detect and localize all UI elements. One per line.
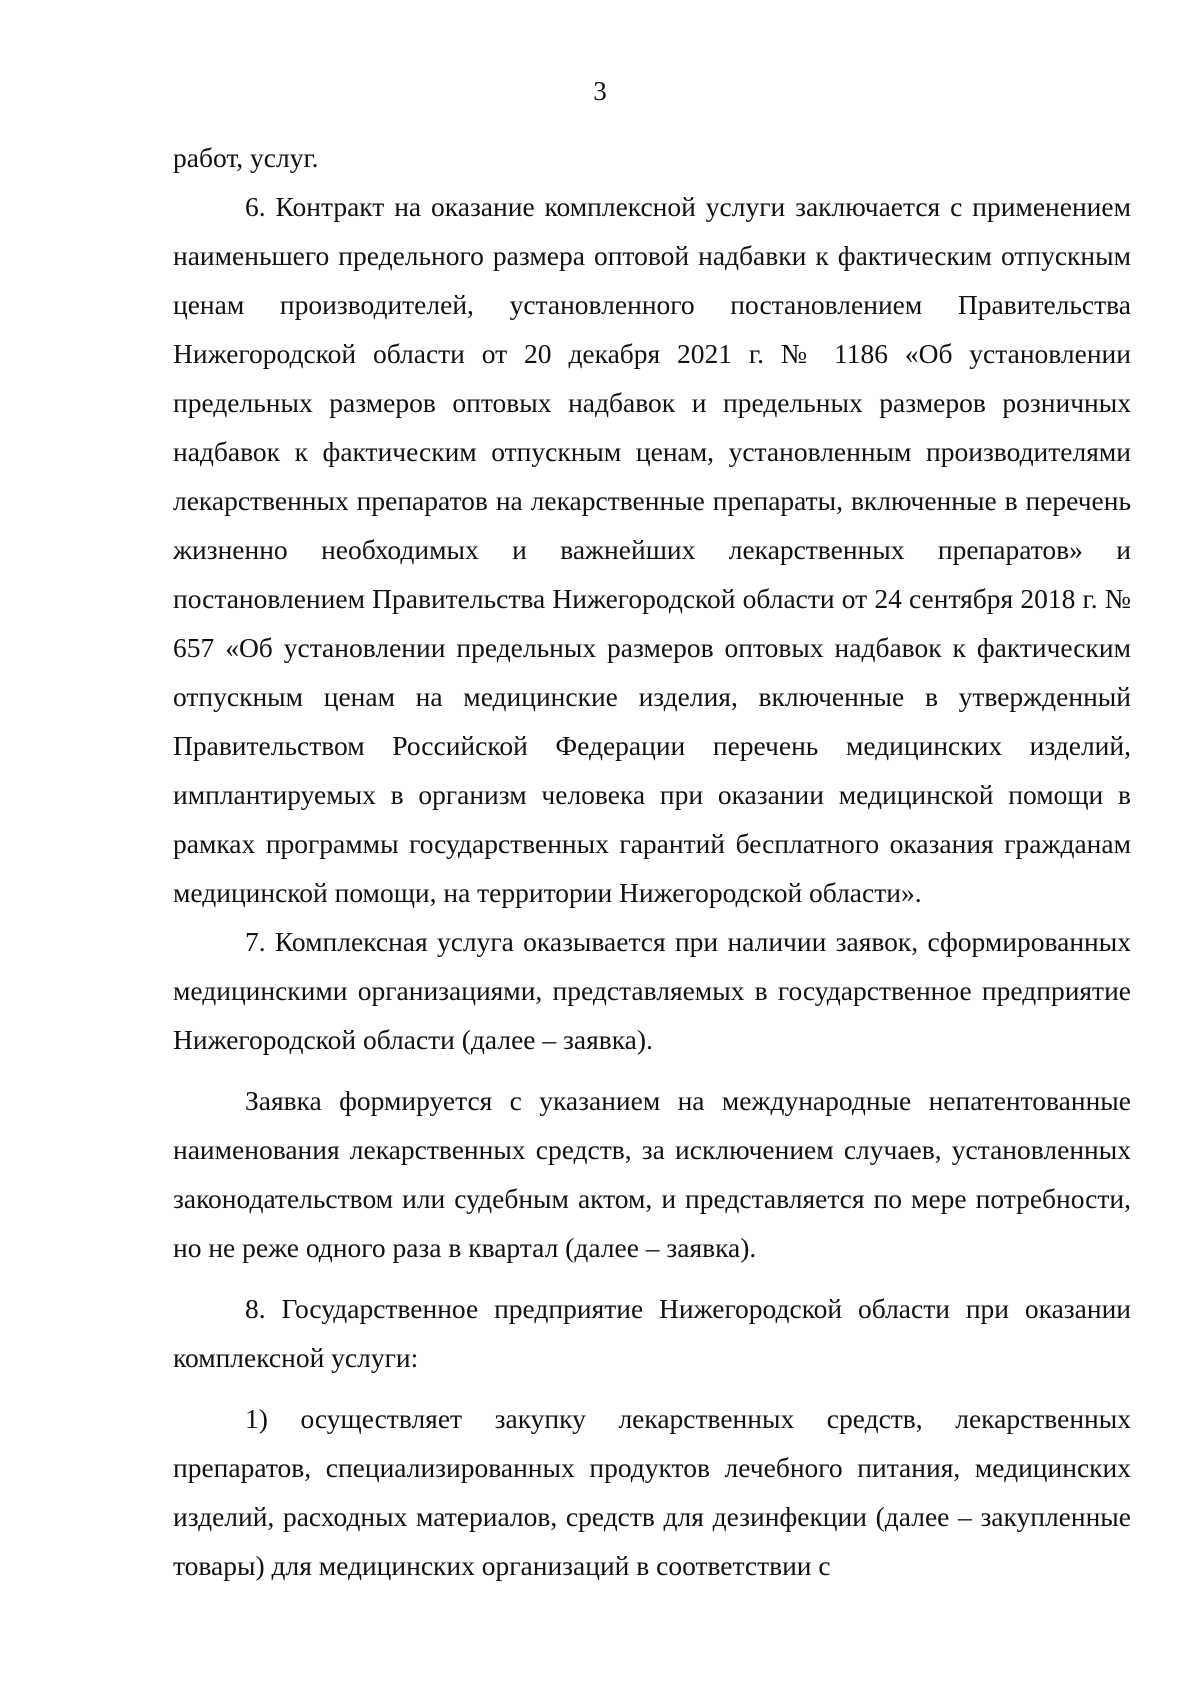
document-body bbox=[173, 133, 1131, 1590]
paragraph-application: Заявка формируется с указанием на международные непатентованные наименования лекарственных средств, за исключением случаев, установленных законодательством или судебным актом, и представляется по мере потребности, но не реже одного раза в квартал (далее – заявка). bbox=[173, 1085, 1131, 1263]
page-number: 3 bbox=[593, 76, 607, 106]
paragraph-item-7: 7. Комплексная услуга оказывается при наличии заявок, сформированных медицинскими организациями, представляемых в государственное предприятие Нижегородской области (далее – заявка). bbox=[173, 926, 1131, 1055]
paragraph-continuation: работ, услуг. bbox=[173, 142, 319, 173]
paragraph-item-8: 8. Государственное предприятие Нижегородской области при оказании комплексной услуги: bbox=[173, 1293, 1131, 1373]
paragraph-item-6: 6. Контракт на оказание комплексной услуги заключается с применением наименьшего предельного размера оптовой надбавки к фактическим отпускным ценам производителей, установленного постановлением Правительства Нижегородской области от 20 декабря 2021 г. № 1186 «Об установлении предельных размеров оптовых надбавок и предельных размеров розничных надбавок к фактическим отпускным ценам, установленным производителями лекарственных препаратов на лекарственные препараты, включенные в перечень жизненно необходимых и важнейших лекарственных препаратов» и постановлением Правительства Нижегородской области от 24 сентября 2018 г. № 657 «Об установлении предельных размеров оптовых надбавок к фактическим отпускным ценам на медицинские изделия, включенные в утвержденный Правительством Российской Федерации перечень медицинских изделий, имплантируемых в организм человека при оказании медицинской помощи в рамках программы государственных гарантий бесплатного оказания гражданам медицинской помощи, на территории Нижегородской области». bbox=[173, 191, 1131, 908]
paragraph-subitem-1: 1) осуществляет закупку лекарственных средств, лекарственных препаратов, специализированных продуктов лечебного питания, медицинских изделий, расходных материалов, средств для дезинфекции (далее – закупленные товары) для медицинских организаций в соответствии с bbox=[173, 1403, 1131, 1581]
